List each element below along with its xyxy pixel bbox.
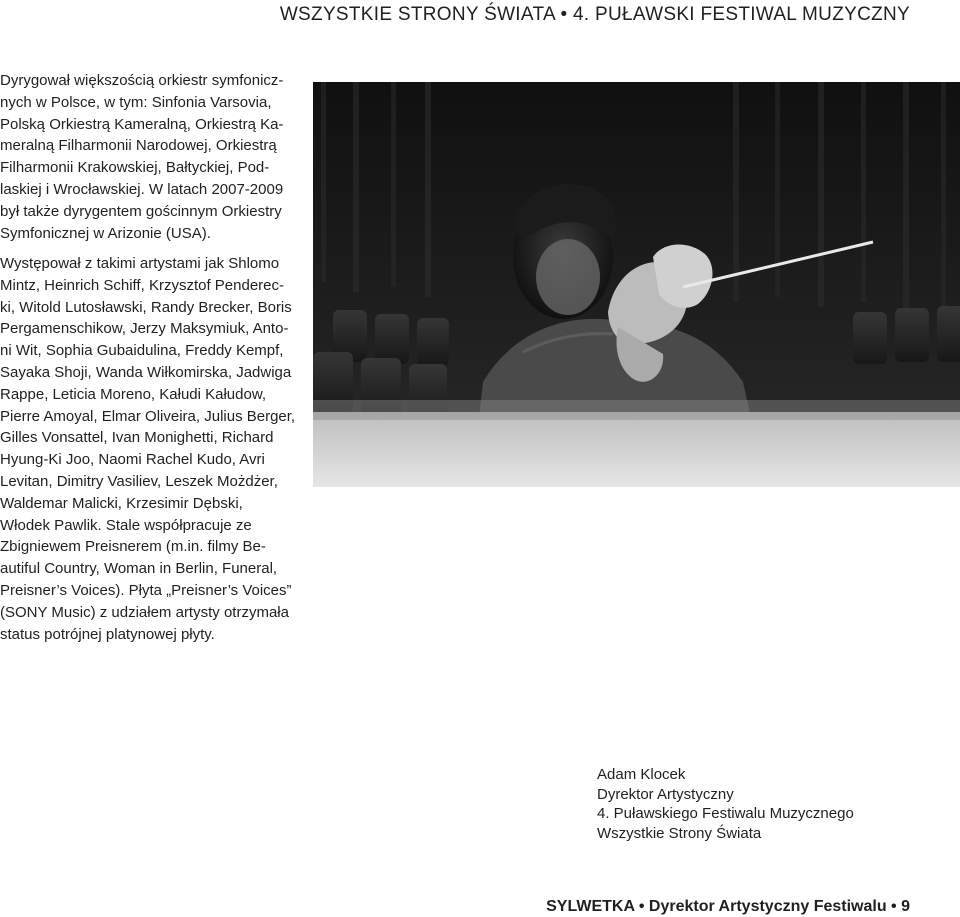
signature-series: Wszystkie Strony Świata <box>597 824 762 842</box>
body-text-line: Włodek Pawlik. Stale współpracuje ze <box>0 516 252 534</box>
body-text-line: Gilles Vonsattel, Ivan Monighetti, Richard <box>0 429 274 447</box>
body-text-line: był także dyrygentem gościnnym Orkiestry <box>0 202 282 220</box>
body-text-line: Występował z takimi artystami jak Shlomo <box>0 255 280 272</box>
body-text-line: Zbigniewem Preisnerem (m.in. filmy Be- <box>0 538 266 556</box>
body-text-line: Hyung-Ki Joo, Naomi Rachel Kudo, Avri <box>0 451 265 469</box>
running-header: WSZYSTKIE STRONY ŚWIATA • 4. PUŁAWSKI FESTIWAL MUZYCZNY <box>279 4 910 25</box>
body-text-line: laskiej i Wrocławskiej. W latach 2007-2009 <box>0 180 284 198</box>
signature-festival: 4. Puławskiego Festiwalu Muzycznego <box>597 805 854 822</box>
body-text-line: Pergamenschikow, Jerzy Maksymiuk, Anto- <box>0 320 289 338</box>
body-text-line: Polską Orkiestrą Kameralną, Orkiestrą Ka- <box>0 115 284 133</box>
body-text-line: status potrójnej platynowej płyty. <box>0 625 215 643</box>
body-text-line: ki, Witold Lutosławski, Randy Brecker, Boris <box>0 298 292 316</box>
body-text-line: Sayaka Shoji, Wanda Wiłkomirska, Jadwiga <box>0 363 292 381</box>
body-text-line: nych w Polsce, w tym: Sinfonia Varsovia, <box>0 93 272 111</box>
body-text-line: Mintz, Heinrich Schiff, Krzysztof Penderec- <box>0 276 284 294</box>
paragraph-collaborations <box>0 253 300 645</box>
body-text-line: Symfonicznej w Arizonie (USA). <box>0 224 211 242</box>
body-text-line: Levitan, Dimitry Vasiliev, Leszek Możdżer, <box>0 472 278 490</box>
running-footer: SYLWETKA • Dyrektor Artystyczny Festiwalu • 9 <box>546 898 910 915</box>
body-text-line: Dyrygował większością orkiestr symfonicz- <box>0 72 284 89</box>
paragraph-conducting <box>0 70 300 244</box>
body-text-line: Preisner’s Voices). Płyta „Preisner’s Voices” <box>0 581 292 599</box>
body-text-line: ni Wit, Sophia Gubaidulina, Freddy Kempf, <box>0 342 284 360</box>
body-text-line: Waldemar Malicki, Krzesimir Dębski, <box>0 494 243 512</box>
body-text-line: (SONY Music) z udziałem artysty otrzymała <box>0 603 289 621</box>
body-text-line: Rappe, Leticia Moreno, Kałudi Kałudow, <box>0 385 267 403</box>
body-text-line: Filharmonii Krakowskiej, Bałtyckiej, Pod- <box>0 159 270 177</box>
body-text-line: autiful Country, Woman in Berlin, Funeral, <box>0 560 278 578</box>
signature-block <box>597 765 854 843</box>
body-text-line: meralną Filharmonii Narodowej, Orkiestrą <box>0 137 277 155</box>
signature-role: Dyrektor Artystyczny <box>597 785 734 803</box>
signature-name: Adam Klocek <box>597 766 686 783</box>
body-text-line: Pierre Amoyal, Elmar Oliveira, Julius Berger, <box>0 407 296 425</box>
conductor-photo <box>313 82 960 487</box>
